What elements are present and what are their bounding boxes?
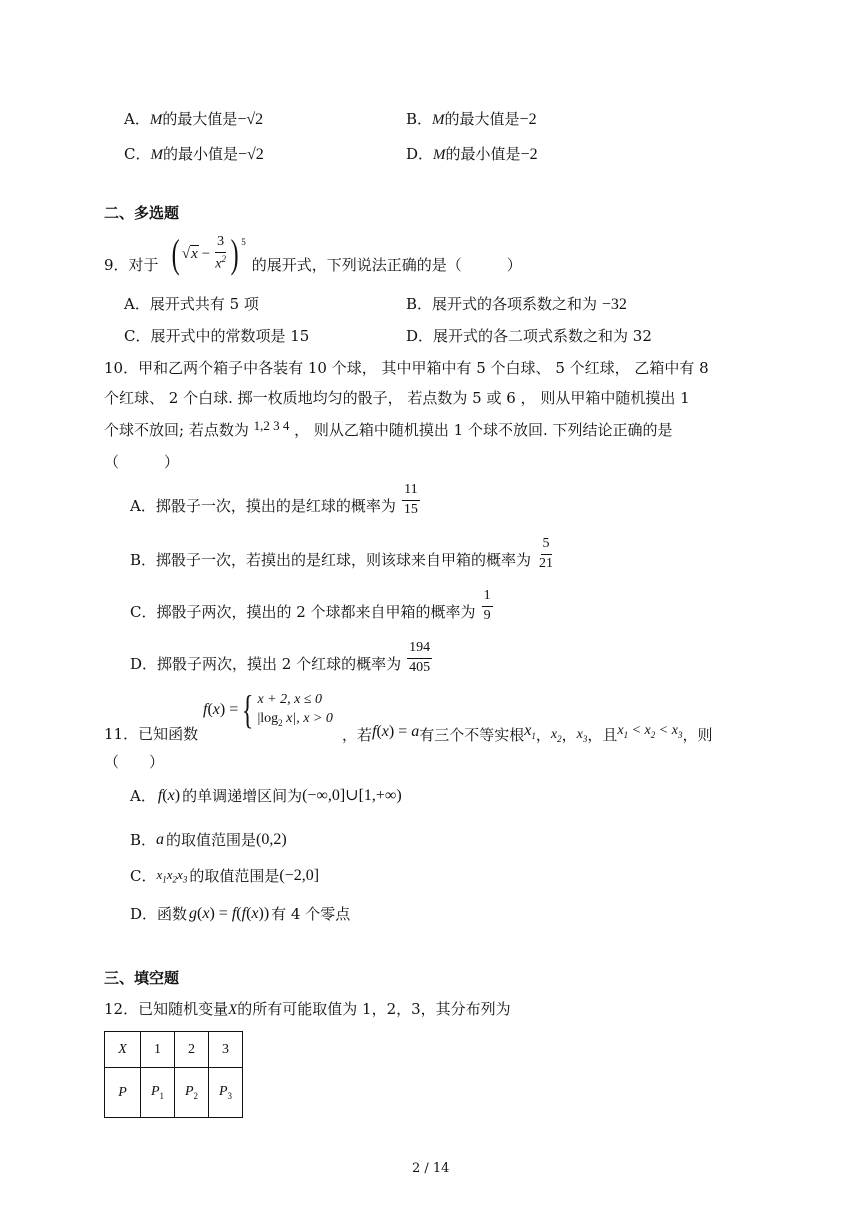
probability-fraction <box>402 483 420 517</box>
q11-option-a <box>130 788 402 804</box>
var-m: M <box>432 112 445 128</box>
piecewise-function <box>203 687 333 732</box>
q12-stem-text: 12．已知随机变量 <box>104 1000 229 1018</box>
option-label: D．函数 <box>130 904 188 923</box>
table-cell <box>141 1068 175 1118</box>
option-value: −2 <box>519 111 537 128</box>
var-m: M <box>433 147 446 163</box>
q8-option-c <box>124 147 264 163</box>
option-text: 的最大值是 <box>162 110 238 128</box>
piecewise-cases <box>257 691 332 729</box>
q9-stem-after: 的展开式，下列说法正确的是（ ） <box>251 255 522 274</box>
distribution-table <box>104 1031 243 1118</box>
option-value: −2 <box>520 146 538 163</box>
q11-mid-3: ，且 <box>587 726 618 745</box>
option-text: 的单调递增区间为 <box>182 786 303 805</box>
log-abs: |log <box>257 710 279 726</box>
product-x1x2x3: $x_1x_2x_3$ <box>156 867 188 885</box>
var-m: M <box>149 112 163 128</box>
fx-equals-a: f(x) = a <box>372 722 420 740</box>
fraction-numerator: 3 <box>215 235 226 253</box>
q11-option-c <box>130 868 319 885</box>
table-row <box>105 1032 243 1068</box>
option-value: −32 <box>601 296 627 313</box>
q11-mid-2: 有三个不等实根 <box>419 726 525 745</box>
q9-stem <box>104 231 522 276</box>
option-value: −√2 <box>237 111 264 128</box>
option-label: D． <box>406 145 434 163</box>
fraction-numerator: 1 <box>482 589 493 607</box>
root-order: $x_1 < x_2 < x_3$ <box>617 723 683 740</box>
option-label: A． <box>124 110 150 128</box>
probability-fraction <box>407 641 432 675</box>
q10-option-d <box>130 641 432 675</box>
q8-option-a <box>124 112 263 128</box>
brace: { <box>242 687 254 732</box>
q9-option-a: A．展开式共有 5 项 <box>124 295 259 313</box>
f-of-x: f(x) = <box>203 701 239 718</box>
interval: (−2,0] <box>279 867 320 885</box>
table-cell <box>209 1068 243 1118</box>
root-x1: $x_1$ <box>524 721 536 741</box>
q12-stem <box>104 1002 511 1018</box>
root-x3: $x_3$ <box>576 727 588 744</box>
page-number: 2 / 14 <box>412 1161 450 1176</box>
comma: ， <box>535 726 551 745</box>
q9-expression <box>169 231 246 276</box>
q11-mid-4: ，则 <box>682 726 713 745</box>
fraction-numerator: 5 <box>541 537 552 555</box>
option-label: B． <box>406 110 433 128</box>
q9-option-b <box>406 297 627 313</box>
option-label: C． <box>130 866 157 885</box>
case-1: x + 2, x ≤ 0 <box>257 692 323 708</box>
q8-option-d <box>406 147 538 163</box>
q10-option-c <box>130 589 493 623</box>
option-text: C．掷骰子两次，摸出的 2 个球都来自甲箱的概率为 <box>130 602 476 621</box>
table-cell: 3 <box>209 1032 243 1068</box>
sqrt-x: √x <box>181 245 198 262</box>
q9-option-c: C．展开式中的常数项是 15 <box>124 327 310 345</box>
option-text: 的取值范围是 <box>189 866 280 885</box>
minus-sign: − <box>201 245 211 262</box>
paren-right: ) <box>230 231 239 276</box>
option-label: C． <box>124 145 151 163</box>
case-2: $|\log_2$ x|, x > 0 <box>257 710 333 728</box>
section-title-fill-in: 三、填空题 <box>104 969 180 987</box>
fraction-numerator: 194 <box>407 641 432 659</box>
q9-option-d: D．展开式的各二项式系数之和为 32 <box>406 327 652 345</box>
table-cell: 1 <box>141 1032 175 1068</box>
option-text: 的最小值是 <box>445 145 521 163</box>
option-text: 有 4 个零点 <box>271 904 351 923</box>
q9-stem-before: 9．对于 <box>104 255 159 274</box>
p3: $P_3$ <box>218 1084 233 1101</box>
option-text: D．掷骰子两次，摸出 2 个红球的概率为 <box>130 654 402 673</box>
fraction-numerator: 11 <box>402 483 419 501</box>
q11-option-d <box>130 906 350 922</box>
probability-fraction <box>537 537 555 571</box>
var-a: a <box>156 831 165 848</box>
option-text: A．掷骰子一次，摸出的是红球的概率为 <box>130 496 396 515</box>
option-label: B． <box>130 830 157 849</box>
fraction-denominator: 405 <box>409 659 431 675</box>
case-2-tail: x|, x > 0 <box>282 710 333 726</box>
q8-option-b <box>406 112 537 128</box>
root-x2: $x_2$ <box>550 727 562 744</box>
q11-option-b <box>130 832 287 848</box>
exponent: 5 <box>241 237 246 247</box>
q12-stem-tail: 的所有可能取值为 1，2，3，其分布列为 <box>237 1000 511 1018</box>
q11-stem-rest <box>342 720 712 744</box>
option-text: B．展开式的各项系数之和为 <box>406 295 598 313</box>
q10-line-3-after: ， 则从乙箱中随机摸出 1 个球不放回. 下列结论正确的是 <box>294 421 673 439</box>
q10-line-3-before: 个球不放回; 若点数为 <box>104 421 249 439</box>
option-text: B．掷骰子一次，若摸出的是红球，则该球来自甲箱的概率为 <box>130 550 532 569</box>
q11-paren: （ ） <box>104 753 165 771</box>
q10-option-a <box>130 483 420 517</box>
q11-mid-1: ，若 <box>342 726 373 745</box>
table-cell: 2 <box>175 1032 209 1068</box>
section-title-multiple-choice: 二、多选题 <box>104 204 180 222</box>
fraction-denominator: 9 <box>483 607 491 623</box>
option-value: −√2 <box>238 146 264 163</box>
q10-line-4: （ ） <box>104 453 180 471</box>
option-text: 的取值范围是 <box>166 830 257 849</box>
f-of-x: f(x) <box>157 787 181 804</box>
var-m: M <box>150 147 163 163</box>
q11-stem-prefix: 11．已知函数 <box>104 725 199 743</box>
fraction-denominator: 15 <box>403 501 418 517</box>
option-label: A． <box>130 786 156 805</box>
fraction-denominator: $x^2$ <box>215 254 226 272</box>
var-x: X <box>228 1002 238 1018</box>
interval: (0,2) <box>256 831 287 848</box>
table-cell: P <box>105 1068 141 1118</box>
table-cell <box>175 1068 209 1118</box>
interval: (−∞,0]∪[1,+∞) <box>302 787 402 804</box>
fraction-denominator: 21 <box>539 555 554 571</box>
q10-line-3 <box>104 418 673 439</box>
option-text: 的最小值是 <box>162 145 238 163</box>
fraction-3-over-x2 <box>213 235 228 272</box>
q10-option-b <box>130 537 555 571</box>
probability-fraction <box>482 589 493 623</box>
q10-line-2: 个红球、 2 个白球. 掷一枚质地均匀的骰子， 若点数为 5 或 6 ， 则从甲箱中随机摸出 1 <box>104 389 690 407</box>
p1: $P_1$ <box>150 1084 165 1101</box>
dice-values: 1,2 3 4 <box>253 418 290 433</box>
table-row <box>105 1068 243 1118</box>
table-cell: X <box>105 1032 141 1068</box>
q10-line-1: 10．甲和乙两个箱子中各装有 10 个球， 其中甲箱中有 5 个白球、 5 个红球， 乙箱中有 8 <box>104 359 709 377</box>
paren-left: ( <box>171 231 180 276</box>
g-of-x: g(x) = f(f(x)) <box>189 905 270 922</box>
option-text: 的最大值是 <box>444 110 520 128</box>
comma: ， <box>561 726 577 745</box>
p2: $P_2$ <box>184 1084 199 1101</box>
